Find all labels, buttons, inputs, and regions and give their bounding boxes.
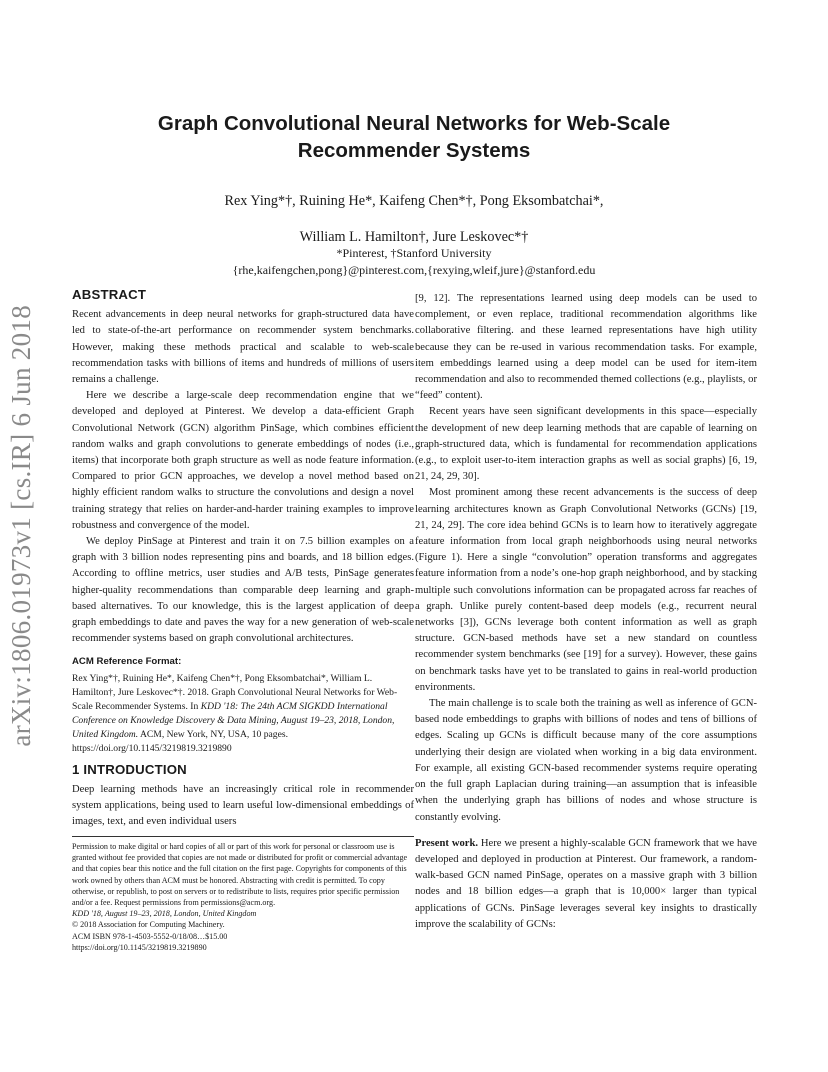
arxiv-identifier: arXiv:1806.01973v1 [cs.IR] 6 Jun 2018 xyxy=(6,305,36,747)
abstract-paragraph-3: We deploy PinSage at Pinterest and train it on 7.5 billion examples on a graph with 3 billion nodes representing pins and boards, and 18 billion edges. According to offline metrics, user studies and A/B tests, PinSage generates higher-quality recommendations than comparable deep learning and graph-based alternatives. To our knowledge, this is the largest application of deep graph embeddings to date and paves the way for a new generation of web-scale recommender systems based on graph convolutional architectures. xyxy=(72,536,414,645)
intro-paragraph-4: Most prominent among these recent advancements is the success of deep learning architectures known as Graph Convolutional Networks (GCNs) [19, 21, 24, 29]. The core idea behind GCNs is to learn how to iteratively aggregate feature information from local graph neighborhoods using neural networks (Figure 1). Here a single “convolution” operation transforms and aggregates feature information from a node’s one-hop graph neighborhood, and by stacking multiple such convolutions information can be propagated across far reaches of a graph. Unlike purely content-based deep models (e.g., recurrent neural networks [3]), GCNs leverage both content information as well as graph structure. GCN-based methods have set a new standard on countless recommender system benchmarks (see [19] for a survey). However, these gains on benchmark tasks have yet to be translated to gains in real-world production environments. xyxy=(415,487,757,693)
introduction-paragraph-1: Deep learning methods have an increasingly critical role in recommender system applications, being used to learn useful low-dimensional embeddings of images, text, and even individual users xyxy=(72,783,414,828)
acm-reference-authors: Rex Ying*†, Ruining He*, Kaifeng Chen*†, Pong Eksombatchai*, William L. Hamilton†, Jure Leskovec*†. 2018. Graph Convolutional Neural Networks for Web-Scale Recommender Systems. In xyxy=(72,672,398,712)
introduction-heading: 1 INTRODUCTION xyxy=(72,761,187,777)
authors-line-2: William L. Hamilton†, Jure Leskovec*† xyxy=(299,229,529,245)
intro-paragraph-3: Recent years have seen significant developments in this space—especially the development of new deep learning methods that are capable of learning on graph-structured data, which is fundamental for recommendation applications (e.g., to exploit user-to-item interaction graphs as well as social graphs) [6, 19, 21, 24, 29, 30]. xyxy=(415,406,757,483)
intro-paragraph-2: [9, 12]. The representations learned using deep models can be used to complement, or even replace, traditional recommendation algorithms like collaborative filtering. and these learned representations have high utility because they can be re-used in various recommendation tasks. For example, item embeddings learned using a deep model can be used for item-item recommendation and also to recommended themed collections (e.g., playlists, or “feed” content). xyxy=(415,293,757,402)
present-work-lead: Present work. xyxy=(415,837,479,849)
authors-line-1: Rex Ying*†, Ruining He*, Kaifeng Chen*†, Pong Eksombatchai*, xyxy=(224,193,604,209)
paper-title: Graph Convolutional Neural Networks for Web-Scale Recommender Systems xyxy=(157,112,671,162)
present-work-text: Here we present a highly-scalable GCN framework that we have developed and deployed in production at Pinterest. Our framework, a random-walk-based GCN named PinSage, operates on a massive graph with 3 billion nodes and 18 billion edges—a graph that is 10,000× larger than typical applications of GCNs. PinSage leverages several key insights to drastically improve the scalability of GCNs: xyxy=(415,837,757,930)
left-column xyxy=(72,287,414,830)
present-work-paragraph xyxy=(415,836,757,933)
footnote-doi: https://doi.org/10.1145/3219819.3219890 xyxy=(72,942,207,952)
acm-reference-publisher: ACM, New York, NY, USA, 10 pages. https://doi.org/10.1145/3219819.3219890 xyxy=(72,728,288,754)
intro-paragraph-5: The main challenge is to scale both the training as well as inference of GCN-based node embeddings to graphs with billions of nodes and tens of billions of edges. Scaling up GCNs is difficult because many of the core assumptions underlying their design are violated when working in a big data environment. For example, all existing GCN-based recommender systems require operating on the full graph Laplacian during training—an assumption that is infeasible when the underlying graph has billions of nodes and whose structure is constantly evolving. xyxy=(415,698,757,823)
footnote-copyright: © 2018 Association for Computing Machinery. xyxy=(72,920,225,930)
affiliations: *Pinterest, †Stanford University xyxy=(336,246,492,260)
acm-reference-heading: ACM Reference Format: xyxy=(72,656,182,668)
permission-notice: Permission to make digital or hard copies of all or part of this work for personal or classroom use is granted without fee provided that copies are not made or distributed for profit or commercial advantage and that copies bear this notice and the full citation on the first page. Copyrights for components of this work owned by others than ACM must be honored. Abstracting with credit is permitted. To copy otherwise, or republish, to post on servers or to redistribute to lists, requires prior specific permission and/or a fee. Request permissions from permissions@acm.org. xyxy=(72,842,408,908)
acm-reference-venue: KDD '18: The 24th ACM SIGKDD International Conference on Knowledge Discovery & Data Mining, August 19–23, 2018, London, United Kingdom. xyxy=(72,700,395,740)
acm-reference-text xyxy=(72,672,414,756)
copyright-footnote xyxy=(72,836,414,953)
abstract-heading: ABSTRACT xyxy=(72,287,147,302)
author-emails: {rhe,kaifengchen,pong}@pinterest.com,{rexying,wleif,jure}@stanford.edu xyxy=(232,263,596,277)
abstract-paragraph-2: Here we describe a large-scale deep recommendation engine that we developed and deployed at Pinterest. We develop a data-efficient Graph Convolutional Network (GCN) algorithm PinSage, which combines efficient random walks and graph convolutions to generate embeddings of nodes (i.e., items) that incorporate both graph structure as well as node feature information. Compared to prior GCN approaches, we develop a novel method based on highly efficient random walks to structure the convolutions and design a novel training strategy that relies on harder-and-harder training examples to improve robustness and convergence of the model. xyxy=(72,390,414,531)
footnote-venue: KDD '18, August 19–23, 2018, London, United Kingdom xyxy=(72,909,257,919)
abstract-paragraph-1: Recent advancements in deep neural networks for graph-structured data have led to state-of-the-art performance on recommender system benchmarks. However, making these methods practical and scalable to web-scale recommendation tasks with billions of items and hundreds of millions of users remains a challenge. xyxy=(72,309,414,386)
right-column xyxy=(415,291,757,933)
footnote-isbn: ACM ISBN 978-1-4503-5552-0/18/08…$15.00 xyxy=(72,931,228,941)
